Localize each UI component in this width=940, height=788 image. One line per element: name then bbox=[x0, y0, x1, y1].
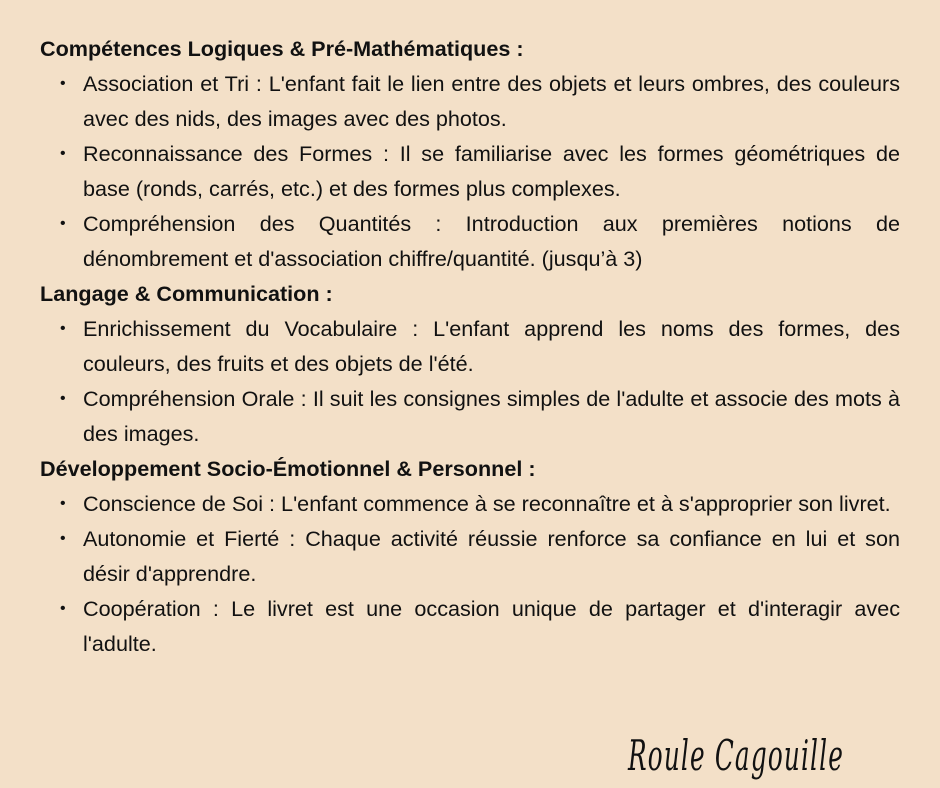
bullet-list-socio-emotional bbox=[40, 486, 900, 661]
list-item-text: Reconnaissance des Formes : Il se familiarise avec les formes géométriques de base (ronds, carrés, etc.) et des formes plus complexes. bbox=[83, 141, 900, 201]
signature-logo bbox=[626, 728, 866, 784]
list-item bbox=[40, 66, 900, 136]
list-item bbox=[40, 486, 900, 521]
section-logic-math bbox=[40, 31, 900, 276]
bullet-icon: • bbox=[60, 75, 66, 92]
bullet-icon: • bbox=[60, 390, 66, 407]
list-item-text: Coopération : Le livret est une occasion unique de partager et d'interagir avec l'adulte. bbox=[83, 596, 900, 656]
bullet-icon: • bbox=[60, 320, 66, 337]
list-item bbox=[40, 591, 900, 661]
list-item-text: Association et Tri : L'enfant fait le lien entre des objets et leurs ombres, des couleurs avec des nids, des images avec des photos. bbox=[83, 71, 900, 131]
bullet-icon: • bbox=[60, 495, 66, 512]
list-item-text: Conscience de Soi : L'enfant commence à se reconnaître et à s'approprier son livret. bbox=[83, 491, 891, 516]
list-item-text: Autonomie et Fierté : Chaque activité réussie renforce sa confiance en lui et son désir d'apprendre. bbox=[83, 526, 900, 586]
section-title-socio-emotional: Développement Socio-Émotionnel & Personnel : bbox=[40, 456, 536, 481]
list-item-text: Enrichissement du Vocabulaire : L'enfant apprend les noms des formes, des couleurs, des fruits et des objets de l'été. bbox=[83, 316, 900, 376]
list-item bbox=[40, 521, 900, 591]
signature-graphic bbox=[626, 728, 866, 784]
section-language bbox=[40, 276, 900, 451]
bullet-icon: • bbox=[60, 215, 66, 232]
list-item bbox=[40, 136, 900, 206]
list-item bbox=[40, 311, 900, 381]
list-item-text: Compréhension Orale : Il suit les consignes simples de l'adulte et associe des mots à des images. bbox=[83, 386, 900, 446]
bullet-icon: • bbox=[60, 600, 66, 617]
list-item bbox=[40, 206, 900, 276]
section-title-logic-math: Compétences Logiques & Pré-Mathématiques : bbox=[40, 36, 524, 61]
bullet-icon: • bbox=[60, 145, 66, 162]
section-title-language: Langage & Communication : bbox=[40, 281, 333, 306]
bullet-list-language bbox=[40, 311, 900, 451]
section-socio-emotional bbox=[40, 451, 900, 661]
document-body bbox=[40, 31, 900, 661]
bullet-list-logic-math bbox=[40, 66, 900, 276]
signature-text: Roule Cagouille bbox=[627, 731, 844, 780]
list-item bbox=[40, 381, 900, 451]
bullet-icon: • bbox=[60, 530, 66, 547]
list-item-text: Compréhension des Quantités : Introduction aux premières notions de dénombrement et d'association chiffre/quantité. (jusqu’à 3) bbox=[83, 211, 900, 271]
